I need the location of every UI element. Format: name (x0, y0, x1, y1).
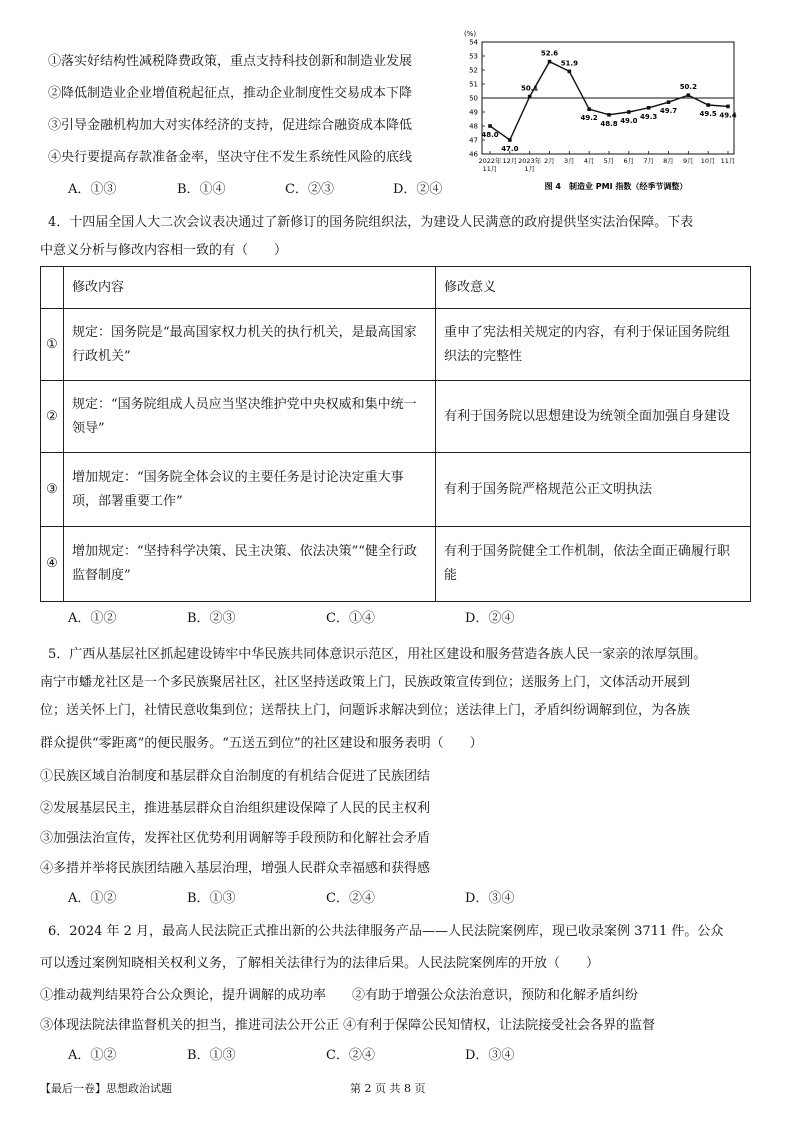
q4-option-b[interactable]: B．②③ (187, 611, 236, 626)
y-tick-label: 54 (469, 38, 478, 47)
x-tick-label: 2023年 (518, 157, 542, 165)
q5-option-a[interactable]: A．①② (68, 891, 117, 906)
data-point (607, 113, 611, 117)
table-header-row (41, 267, 751, 309)
y-tick-label: 46 (469, 150, 478, 159)
data-point (667, 100, 671, 104)
q5-stem-line-3: 位；送关怀上门，社情民意收集到位；送帮扶上门，问题诉求解决到位；送法律上门，矛盾纠纷调解到位，为各族 (40, 703, 691, 718)
row-meaning: 有利于国务院严格规范公正文明执法 (436, 453, 751, 527)
q5-option-d[interactable]: D．③④ (465, 891, 515, 906)
y-tick-label: 48 (469, 122, 478, 131)
q5-stem-line-4: 群众提供“零距离”的便民服务。“五送五到位”的社区建设和服务表明（ ） (40, 736, 483, 751)
data-label: 49.7 (659, 107, 678, 116)
row-content: 增加规定：“坚持科学决策、民主决策、依法决策”“健全行政监督制度” (64, 527, 436, 602)
table-row (41, 309, 751, 381)
q6-option-b[interactable]: B．①③ (187, 1048, 236, 1063)
row-meaning: 有利于国务院以思想建设为统领全面加强自身建设 (436, 381, 751, 453)
x-tick-label: 3月 (564, 157, 575, 165)
q5-item-4: ④多措并举将民族团结融入基层治理，增强人民群众幸福感和获得感 (40, 861, 431, 876)
row-content: 规定：国务院是“最高国家权力机关的执行机关，是最高国家行政机关” (64, 309, 436, 381)
q4-stem-line-1: 4．十四届全国人大二次会议表决通过了新修订的国务院组织法，为建设人民满意的政府提供坚实法治保障。下表 (48, 215, 694, 230)
data-point (548, 60, 552, 64)
q4-stem-line-2: 中意义分析与修改内容相一致的有（ ） (40, 243, 288, 258)
q6-option-a[interactable]: A．①② (68, 1048, 117, 1063)
q4-table (40, 266, 751, 602)
x-tick-label: 7月 (643, 157, 654, 165)
q6-stem-line-2: 可以透过案例知晓相关权利义务，了解相关法律行为的法律后果。人民法院案例库的开放（ ） (40, 956, 600, 971)
q5-stem-line-2: 南宁市蟠龙社区是一个多民族聚居社区，社区坚持送政策上门，民族政策宣传到位；送服务上门，文体活动开展到 (40, 675, 691, 690)
data-label: 48.0 (481, 131, 499, 139)
data-label: 51.9 (560, 59, 578, 68)
q3-item-1: ①落实好结构性减税降费政策，重点支持科技创新和制造业发展 (48, 54, 413, 69)
table-header-content: 修改内容 (64, 267, 436, 309)
x-tick-label: 2022年 (478, 157, 502, 165)
data-label: 49.3 (640, 112, 658, 121)
row-number: ② (41, 381, 64, 453)
q5-option-c[interactable]: C．②④ (326, 891, 375, 906)
table-row (41, 453, 751, 527)
x-tick-label: 9月 (683, 157, 694, 165)
q5-item-2: ②发展基层民主，推进基层群众自治组织建设保障了人民的民主权利 (40, 801, 431, 816)
q3-item-4: ④央行要提高存款准备金率，坚决守住不发生系统性风险的底线 (48, 150, 413, 165)
data-point (568, 70, 572, 74)
row-content: 增加规定：“国务院全体会议的主要任务是讨论决定重大事项，部署重要工作” (64, 453, 436, 527)
x-tick-label: 4月 (583, 157, 595, 165)
row-number: ④ (41, 527, 64, 602)
data-point (587, 107, 591, 111)
data-point (627, 110, 631, 114)
data-label: 50.1 (521, 84, 539, 93)
q6-option-c[interactable]: C．②④ (326, 1048, 375, 1063)
data-point (706, 103, 710, 107)
data-label: 49.2 (580, 114, 598, 123)
x-tick-label: 2月 (544, 157, 555, 165)
pmi-line-chart (452, 24, 742, 194)
footer-title: 【最后一卷】思想政治试题 (40, 1082, 172, 1095)
data-point (647, 106, 651, 110)
q6-items-line-2: ③体现法院法律监督机关的担当，推进司法公开公正 ④有利于保障公民知情权，让法院接受社会各界的监督 (40, 1018, 656, 1033)
x-tick-label: 8月 (663, 157, 674, 165)
q3-option-d[interactable]: D．②④ (393, 182, 443, 197)
data-point (528, 95, 532, 99)
data-point (508, 138, 512, 142)
page-number: 第 2 页 共 8 页 (350, 1082, 426, 1095)
x-tick-label: 12月 (502, 157, 518, 165)
x-tick-label: 6月 (623, 157, 635, 165)
data-point (488, 124, 492, 128)
data-label: 49.0 (620, 117, 638, 125)
data-label: 52.6 (540, 49, 559, 58)
q4-option-c[interactable]: C．①④ (326, 611, 375, 626)
data-label: 48.8 (600, 119, 618, 128)
q3-option-a[interactable]: A．①③ (68, 182, 117, 197)
row-number: ③ (41, 453, 64, 527)
data-label: 50.2 (679, 83, 697, 92)
data-point (687, 93, 691, 97)
q6-option-d[interactable]: D．③④ (465, 1048, 515, 1063)
x-tick-label-sub: 11月 (482, 165, 498, 173)
data-label: 47.0 (501, 145, 519, 153)
x-tick-label: 10月 (700, 157, 716, 165)
x-tick-label: 5月 (603, 157, 615, 165)
row-meaning: 重申了宪法相关规定的内容，有利于保证国务院组织法的完整性 (436, 309, 751, 381)
y-tick-label: 47 (469, 136, 478, 145)
y-tick-label: 52 (469, 66, 478, 75)
q6-items-line-1: ①推动裁判结果符合公众舆论，提升调解的成功率 ②有助于增强公众法治意识，预防和化解矛盾纠纷 (40, 988, 639, 1003)
chart-title: 图 4 制造业 PMI 指数（经季节调整） (544, 182, 688, 191)
table-header-num (41, 267, 64, 309)
y-tick-label: 50 (469, 94, 478, 103)
y-tick-label: 49 (469, 108, 478, 117)
x-tick-label: 11月 (720, 157, 736, 165)
q5-option-b[interactable]: B．①③ (187, 891, 236, 906)
row-number: ① (41, 309, 64, 381)
q5-item-1: ①民族区域自治制度和基层群众自治制度的有机结合促进了民族团结 (40, 769, 431, 784)
y-tick-label: 51 (469, 80, 478, 89)
row-content: 规定：“国务院组成人员应当坚决维护党中央权威和集中统一领导” (64, 381, 436, 453)
q5-stem-line-1: 5．广西从基层社区抓起建设铸牢中华民族共同体意识示范区，用社区建设和服务营造各族人民一家亲的浓厚氛围。 (48, 647, 707, 662)
data-point (726, 105, 730, 109)
q3-item-2: ②降低制造业企业增值税起征点，推动企业制度性交易成本下降 (48, 86, 413, 101)
q5-item-3: ③加强法治宣传，发挥社区优势利用调解等手段预防和化解社会矛盾 (40, 831, 431, 846)
data-label: 49.5 (699, 110, 717, 118)
q3-item-3: ③引导金融机构加大对实体经济的支持，促进综合融资成本降低 (48, 118, 413, 133)
table-header-meaning: 修改意义 (436, 267, 751, 309)
q4-option-a[interactable]: A．①② (68, 611, 117, 626)
series-line (490, 62, 728, 140)
table-row (41, 527, 751, 602)
x-tick-label-sub: 1月 (524, 165, 535, 173)
y-tick-label: 53 (469, 52, 478, 61)
y-unit-label: (%) (464, 30, 477, 38)
q4-option-d[interactable]: D．②④ (465, 611, 515, 626)
q3-option-c[interactable]: C．②③ (285, 182, 334, 197)
row-meaning: 有利于国务院健全工作机制，依法全面正确履行职能 (436, 527, 751, 602)
table-row (41, 381, 751, 453)
q6-stem-line-1: 6．2024 年 2 月，最高人民法院正式推出新的公共法律服务产品——人民法院案例库，现已收录案例 3711 件。公众 (48, 924, 724, 939)
q3-option-b[interactable]: B．①④ (177, 182, 226, 197)
data-label: 49.4 (719, 111, 737, 120)
